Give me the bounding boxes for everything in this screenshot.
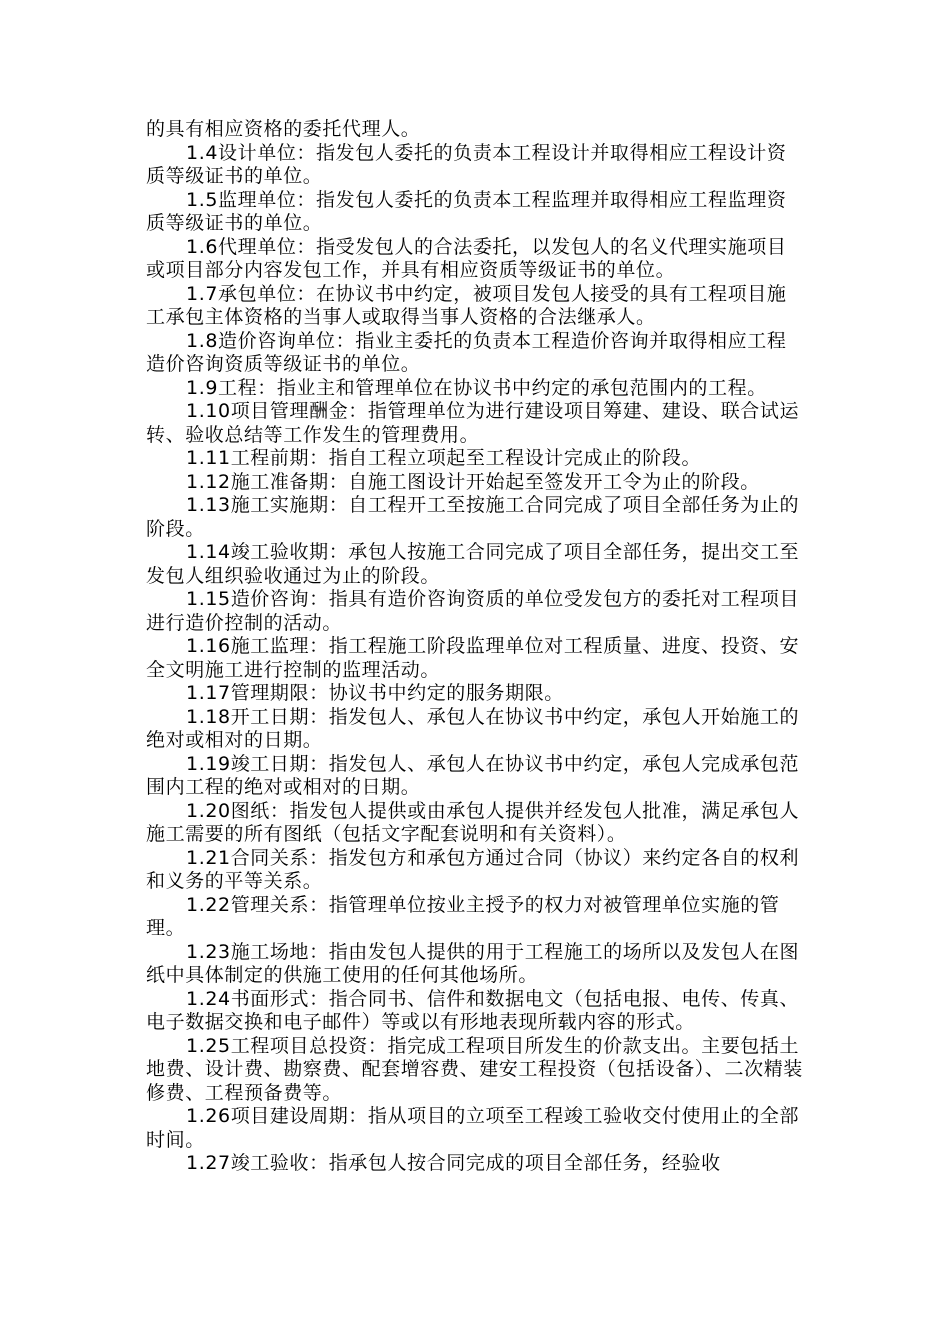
paragraph: 1.6代理单位：指受发包人的合法委托，以发包人的名义代理实施项目或项目部分内容发包工作，并具有相应资质等级证书的单位。 bbox=[146, 235, 787, 281]
paragraph: 1.25工程项目总投资：指完成工程项目所发生的价款支出。主要包括土地费、设计费、勘察费、配套增容费、建安工程投资（包括设备）、二次精装修费、工程预备费等。 bbox=[146, 1034, 803, 1104]
paragraph: 1.24书面形式：指合同书、信件和数据电文（包括电报、电传、传真、电子数据交换和电子邮件）等或以有形地表现所载内容的形式。 bbox=[146, 987, 800, 1033]
paragraph: 1.12施工准备期：自施工图设计开始起至签发开工令为止的阶段。 bbox=[186, 470, 760, 493]
paragraph: 1.27竣工验收：指承包人按合同完成的项目全部任务，经验收 bbox=[186, 1152, 721, 1174]
paragraph: 1.16施工监理：指工程施工阶段监理单位对工程质量、进度、投资、安全文明施工进行控制的监理活动。 bbox=[146, 635, 800, 681]
paragraph: 1.4设计单位：指发包人委托的负责本工程设计并取得相应工程设计资质等级证书的单位。 bbox=[146, 141, 787, 187]
paragraph: 1.17管理期限：协议书中约定的服务期限。 bbox=[186, 682, 564, 704]
paragraph: 1.14竣工验收期：承包人按施工合同完成了项目全部任务，提出交工至发包人组织验收通过为止的阶段。 bbox=[146, 541, 800, 587]
paragraph: 1.10项目管理酬金：指管理单位为进行建设项目筹建、建设、联合试运转、验收总结等工作发生的管理费用。 bbox=[146, 400, 800, 446]
paragraph: 1.11工程前期：指自工程立项起至工程设计完成止的阶段。 bbox=[186, 447, 702, 469]
paragraph: 1.5监理单位：指发包人委托的负责本工程监理并取得相应工程监理资质等级证书的单位。 bbox=[146, 188, 787, 234]
paragraph: 1.26项目建设周期：指从项目的立项至工程竣工验收交付使用止的全部时间。 bbox=[146, 1105, 800, 1151]
paragraph: 1.22管理关系：指管理单位按业主授予的权力对被管理单位实施的管理。 bbox=[146, 893, 780, 939]
paragraph: 1.8造价咨询单位：指业主委托的负责本工程造价咨询并取得相应工程造价咨询资质等级证书的单位。 bbox=[146, 329, 787, 375]
paragraph: 1.20图纸：指发包人提供或由承包人提供并经发包人批准，满足承包人施工需要的所有图纸（包括文字配套说明和有关资料）。 bbox=[146, 799, 800, 845]
paragraph: 1.21合同关系：指发包方和承包方通过合同（协议）来约定各自的权利和义务的平等关系。 bbox=[146, 846, 800, 892]
paragraph: 1.13施工实施期：自工程开工至按施工合同完成了项目全部任务为止的阶段。 bbox=[146, 494, 800, 540]
document-body bbox=[146, 118, 806, 1176]
paragraph: 1.7承包单位：在协议书中约定，被项目发包人接受的具有工程项目施工承包主体资格的当事人或取得当事人资格的合法继承人。 bbox=[146, 282, 787, 328]
paragraph: 1.9工程：指业主和管理单位在协议书中约定的承包范围内的工程。 bbox=[186, 376, 767, 399]
paragraph: 1.19竣工日期：指发包人、承包人在协议书中约定，承包人完成承包范围内工程的绝对或相对的日期。 bbox=[146, 752, 800, 798]
paragraph: 1.15造价咨询：指具有造价咨询资质的单位受发包方的委托对工程项目进行造价控制的活动。 bbox=[146, 588, 800, 634]
paragraph: 1.23施工场地：指由发包人提供的用于工程施工的场所以及发包人在图纸中具体制定的供施工使用的任何其他场所。 bbox=[146, 940, 800, 986]
paragraph: 的具有相应资格的委托代理人。 bbox=[146, 118, 421, 140]
paragraph: 1.18开工日期：指发包人、承包人在协议书中约定，承包人开始施工的绝对或相对的日期。 bbox=[146, 705, 800, 751]
